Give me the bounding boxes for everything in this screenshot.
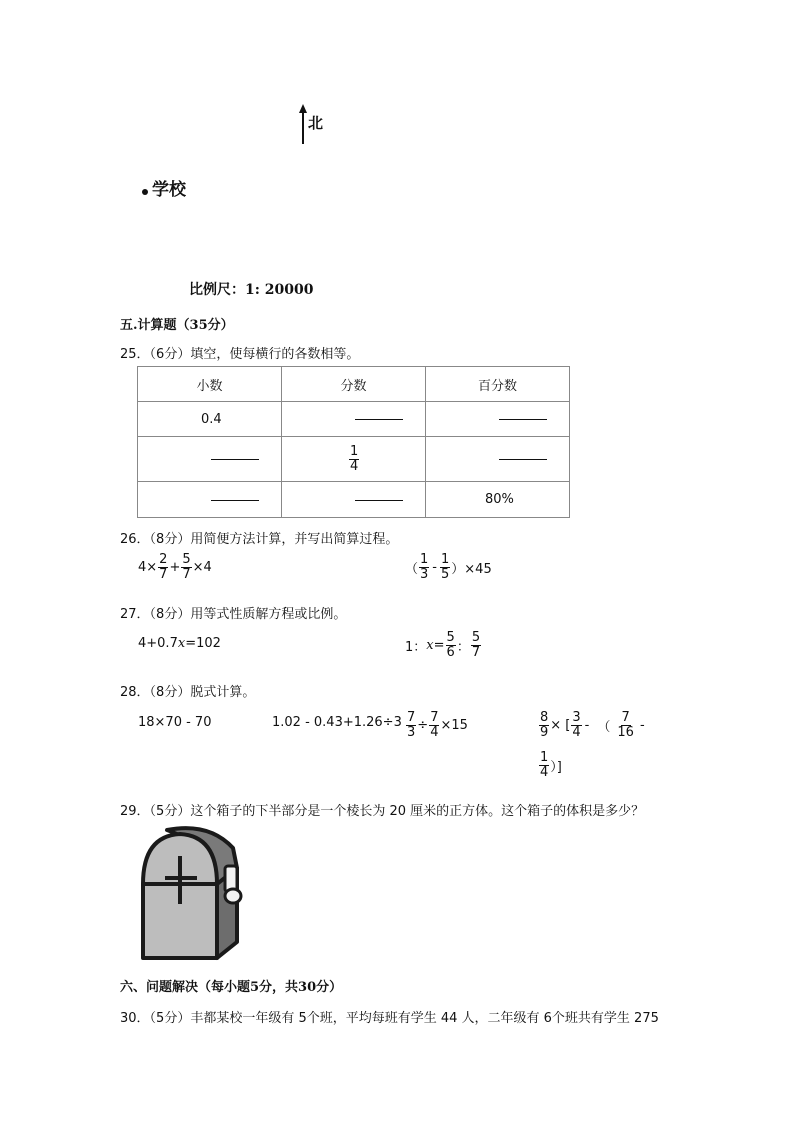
conversion-table <box>137 366 570 518</box>
section-title-6: 六、问题解决（每小题5分，共30分） <box>120 980 343 995</box>
expression-26-1: 4× $\frac{2}{7}$ + $\frac{5}{7}$ ×4 <box>138 552 212 582</box>
expression-28-2: 1.02 - 0.43+1.26÷3 <box>272 715 402 730</box>
dot-icon <box>142 189 148 195</box>
box-illustration <box>137 826 249 962</box>
table-cell-blank[interactable] <box>426 437 570 482</box>
table-cell <box>282 437 426 482</box>
expression-28-1: 18×70 - 70 <box>138 715 212 730</box>
section-title-5: 五.计算题（35分） <box>120 318 234 333</box>
fraction: $\frac{1}{4}$ <box>350 443 359 474</box>
question-28: 28．（8分）脱式计算。 <box>120 685 256 700</box>
table-cell: 80% <box>426 482 570 518</box>
map-scale: 比例尺：1: 20000 <box>189 282 314 298</box>
table-cell-blank[interactable] <box>138 482 282 518</box>
school-label: 学校 <box>152 180 186 200</box>
north-arrow <box>299 104 329 146</box>
question-26: 26．（8分）用简便方法计算，并写出简算过程。 <box>120 532 399 547</box>
question-25: 25．（6分）填空，使每横行的各数相等。 <box>120 347 360 362</box>
table-header-fraction: 分数 <box>282 367 426 402</box>
expression-26-2: （ 1 3 - 1 5 ）×45 <box>405 552 492 582</box>
table-header-percent: 百分数 <box>426 367 570 402</box>
expression-27-2: 1： x = $\frac{5}{6}$ ： 5 7 <box>405 630 481 660</box>
table-header-decimal: 小数 <box>138 367 282 402</box>
school-marker <box>142 175 186 200</box>
table-cell-blank[interactable] <box>282 482 426 518</box>
north-label: 北 <box>308 114 324 132</box>
expression-27-1: 4+0.7 x =102 <box>138 636 221 651</box>
expression-28-4: $\frac{8}{9}$ × [ 3 4 - （ 7 16 - 1 4 ）] <box>540 710 645 780</box>
table-cell-blank[interactable] <box>426 402 570 437</box>
question-29: 29．（5分）这个箱子的下半部分是一个棱长为 20 厘米的正方体。这个箱子的体积是多少？ <box>120 804 645 819</box>
table-cell: 0.4 <box>138 402 282 437</box>
table-cell-blank[interactable] <box>138 437 282 482</box>
question-30: 30．（5分）丰都某校一年级有 5个班，平均每班有学生 44 人，二年级有 6个班共有学生 275 <box>120 1011 659 1026</box>
expression-28-3: $\frac{7}{3}$ ÷ $\frac{7}{4}$ ×15 <box>407 710 468 740</box>
table-cell-blank[interactable] <box>282 402 426 437</box>
question-27: 27．（8分）用等式性质解方程或比例。 <box>120 607 347 622</box>
